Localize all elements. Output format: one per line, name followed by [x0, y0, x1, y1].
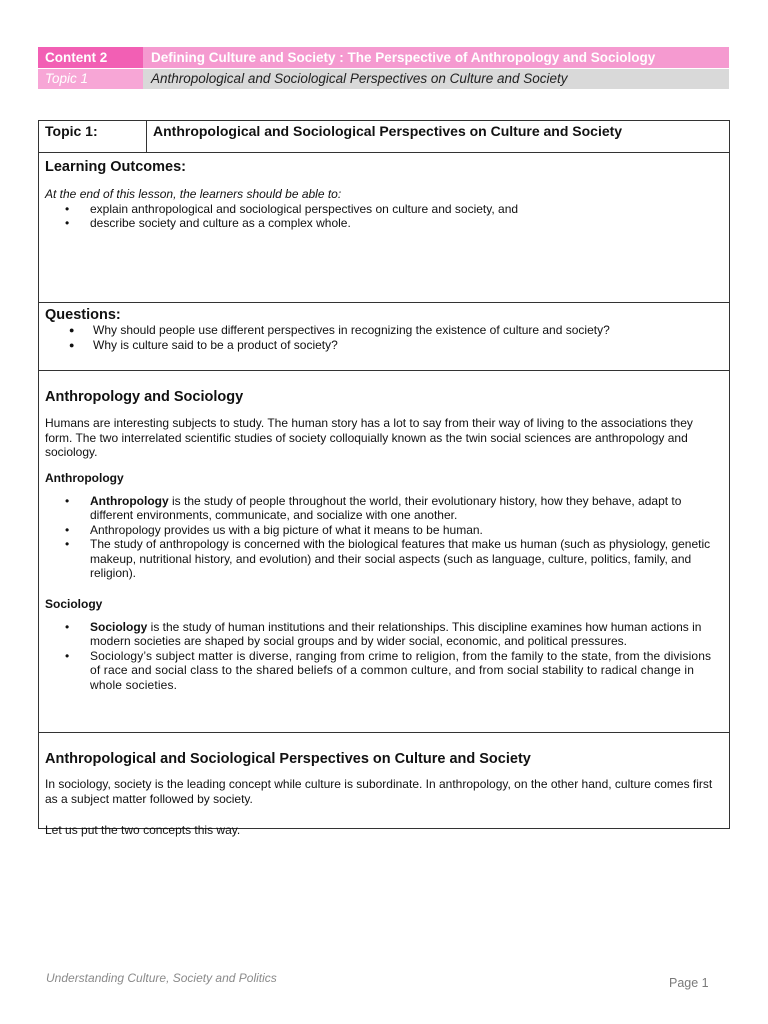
topic-row-title: Anthropological and Sociological Perspectives on Culture and Society	[153, 123, 623, 139]
lesson-table	[38, 120, 730, 837]
bullet-icon: ●	[69, 339, 75, 350]
questions-list	[45, 323, 723, 352]
list-item: ● Why is culture said to be a product of society?	[69, 337, 338, 352]
list-item: • Sociology is the study of human institutions and their relationships. This discipline examines how human actions in modern societies are shaped by social groups and by wider social, economic, and political pressures.	[65, 619, 702, 648]
sociology-list	[45, 620, 723, 693]
sociology-heading: Sociology	[45, 596, 103, 611]
bullet-icon: •	[65, 619, 70, 634]
list-item: • Anthropology is the study of people throughout the world, their evolutionary history, how they behave, adapt to different environments, communicate, and socialize with one another.	[65, 493, 682, 522]
questions-heading: Questions:	[45, 307, 121, 323]
content-label: Content 2	[38, 47, 143, 68]
topic-label: Topic 1	[38, 69, 143, 89]
anthropology-sociology-intro: Humans are interesting subjects to study. The human story has a lot to say from their way of living to the associations they form. The two interrelated scientific studies of society colloquially known as the twin social sciences are anthropology and sociology.	[45, 416, 693, 459]
bullet-icon: •	[65, 216, 70, 230]
page-header	[38, 47, 729, 89]
list-item: • explain anthropological and sociological perspectives on culture and society, and	[65, 201, 519, 216]
footer-course-title: Understanding Culture, Society and Politics	[46, 971, 277, 985]
bullet-icon: •	[65, 493, 70, 508]
bullet-icon: ●	[69, 325, 75, 335]
topic-header-row	[38, 68, 729, 89]
list-item: • Sociology’s subject matter is diverse, ranging from crime to religion, from the family to the state, from the divisions of race and social class to the shared beliefs of a common culture, and from social stability to radical change in whole societies.	[65, 648, 712, 692]
learning-outcomes-intro: At the end of this lesson, the learners should be able to:	[45, 187, 342, 201]
anthropology-sociology-heading: Anthropology and Sociology	[45, 389, 244, 405]
bullet-icon: •	[65, 537, 70, 551]
perspectives-paragraph-2: Let us put the two concepts this way.	[45, 823, 241, 837]
bullet-icon: •	[65, 201, 70, 216]
learning-outcomes-section	[39, 153, 729, 303]
anthropology-list	[45, 494, 723, 581]
content-row	[38, 47, 729, 68]
bullet-icon: •	[65, 522, 70, 537]
perspectives-paragraph-1: In sociology, society is the leading concept while culture is subordinate. In anthropology, on the other hand, culture comes first as a subject matter followed by society.	[45, 777, 713, 806]
page-number: Page 1	[669, 976, 709, 990]
topic-row	[39, 121, 729, 153]
content-title: Defining Culture and Society : The Perspective of Anthropology and Sociology	[143, 47, 729, 68]
anthropology-heading: Anthropology	[45, 470, 124, 485]
perspectives-heading: Anthropological and Sociological Perspectives on Culture and Society	[45, 751, 531, 767]
learning-outcomes-list	[45, 202, 723, 231]
bullet-icon: •	[65, 648, 70, 663]
list-item: • Anthropology provides us with a big picture of what it means to be human.	[65, 522, 483, 537]
questions-section	[39, 303, 729, 371]
list-item: ● Why should people use different perspectives in recognizing the existence of culture and society?	[69, 323, 610, 337]
list-item: • The study of anthropology is concerned with the biological features that make us human (such as physiology, genetic makeup, nutritional history, and evolution) and their social aspects (such as language, culture, politics, family, and religion).	[65, 537, 711, 580]
anthropology-sociology-section	[39, 371, 729, 733]
perspectives-section	[39, 733, 729, 838]
list-item: • describe society and culture as a complex whole.	[65, 216, 351, 230]
topic-title: Anthropological and Sociological Perspectives on Culture and Society	[143, 69, 729, 89]
topic-row-label: Topic 1:	[39, 121, 147, 152]
learning-outcomes-heading: Learning Outcomes:	[45, 159, 186, 175]
